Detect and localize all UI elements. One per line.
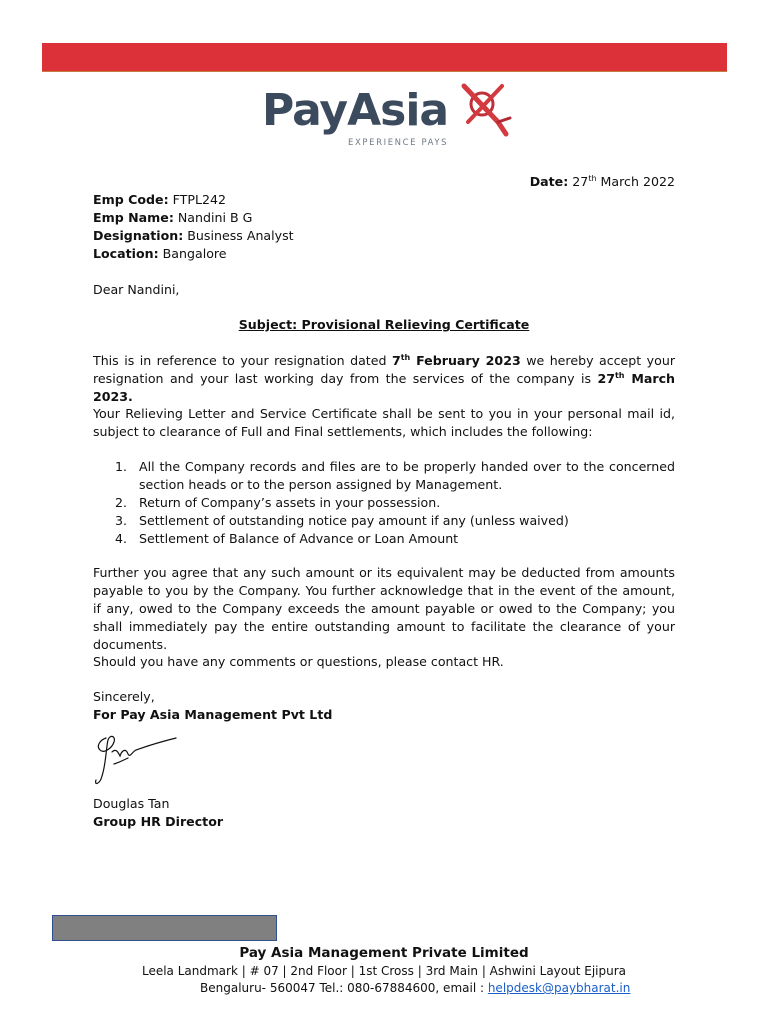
- p1-text-a: This is in reference to your resignation dated: [93, 353, 392, 368]
- paragraph-contact-hr: Should you have any comments or questions, please contact HR.: [93, 654, 504, 669]
- settlement-list: [93, 458, 675, 548]
- footer-address: Leela Landmark | # 07 | 2nd Floor | 1st Cross | 3rd Main | Ashwini Layout Ejipura: [141, 964, 627, 978]
- header-banner: [42, 43, 727, 72]
- list-item-number: 1.: [115, 459, 128, 474]
- list-item-number: 3.: [115, 513, 128, 528]
- date-day-suffix: th: [588, 174, 597, 183]
- list-item: [93, 494, 675, 512]
- emp-name-line: [93, 209, 294, 227]
- designation-label: Designation:: [93, 228, 184, 243]
- footer-contact-text: Bengaluru- 560047 Tel.: 080-67884600, email :: [200, 981, 488, 995]
- emp-name-label: Emp Name:: [93, 210, 174, 225]
- footer-company-name: Pay Asia Management Private Limited: [239, 945, 529, 961]
- list-item: [93, 458, 675, 494]
- logo-x-mark-icon: [458, 82, 514, 138]
- list-item: [93, 530, 675, 548]
- footer-bar: [52, 915, 277, 941]
- last-working-date: 27th March 2023.: [93, 371, 675, 404]
- handwritten-signature: [92, 730, 182, 792]
- footer-email-link[interactable]: helpdesk@paybharat.in: [487, 981, 631, 995]
- emp-code-line: [93, 191, 294, 209]
- date-label: Date:: [529, 174, 569, 189]
- paragraph-deduction: Further you agree that any such amount or its equivalent may be deducted from amounts payable to you by the Company. You further acknowledge that in the event of the amount, if any, owed to the Company exceeds the amount payable or owed to the Company; you shall immediately pay the entire outstanding amount to facilitate the clearance of your documents.: [93, 565, 675, 652]
- list-item-text: All the Company records and files are to be properly handed over to the concerned section heads or to the person assigned by Management.: [139, 459, 675, 492]
- designation-value: Business Analyst: [187, 228, 294, 243]
- date-day: 27: [572, 174, 589, 189]
- closing-company: For Pay Asia Management Pvt Ltd: [93, 707, 333, 722]
- list-item-number: 2.: [115, 495, 128, 510]
- logo-tagline: EXPERIENCE PAYS: [348, 138, 449, 148]
- logo-text: PayAsia: [262, 85, 449, 136]
- location-label: Location:: [93, 246, 159, 261]
- list-item-text: Settlement of outstanding notice pay amount if any (unless waived): [139, 513, 569, 528]
- location-line: [93, 245, 294, 263]
- list-item-number: 4.: [115, 531, 128, 546]
- payasia-logo: [258, 82, 518, 156]
- salutation: Dear Nandini,: [93, 282, 180, 297]
- p1-text-b: we hereby accept your resignation and your last working day from the services of the company is: [93, 353, 675, 386]
- signer-name: Douglas Tan: [93, 796, 170, 811]
- location-value: Bangalore: [162, 246, 227, 261]
- paragraph-relieving-letter: Your Relieving Letter and Service Certificate shall be sent to you in your personal mail id, subject to clearance of Full and Final settlements, which includes the following:: [93, 406, 675, 439]
- emp-code-value: FTPL242: [172, 192, 227, 207]
- resignation-date: 7th February 2023: [391, 353, 521, 368]
- list-item-text: Return of Company’s assets in your possession.: [139, 495, 441, 510]
- employee-details: [93, 191, 294, 263]
- paragraph-resignation: [93, 352, 675, 406]
- list-item-text: Settlement of Balance of Advance or Loan Amount: [139, 531, 459, 546]
- footer-contact: [200, 979, 630, 997]
- closing-sincerely: Sincerely,: [93, 689, 155, 704]
- subject-line: Subject: Provisional Relieving Certificate: [238, 317, 530, 332]
- designation-line: [93, 227, 294, 245]
- emp-name-value: Nandini B G: [177, 210, 253, 225]
- letter-date: [530, 173, 675, 191]
- date-rest: March 2022: [600, 174, 675, 189]
- emp-code-label: Emp Code:: [93, 192, 169, 207]
- signer-title: Group HR Director: [93, 814, 224, 829]
- list-item: [93, 512, 675, 530]
